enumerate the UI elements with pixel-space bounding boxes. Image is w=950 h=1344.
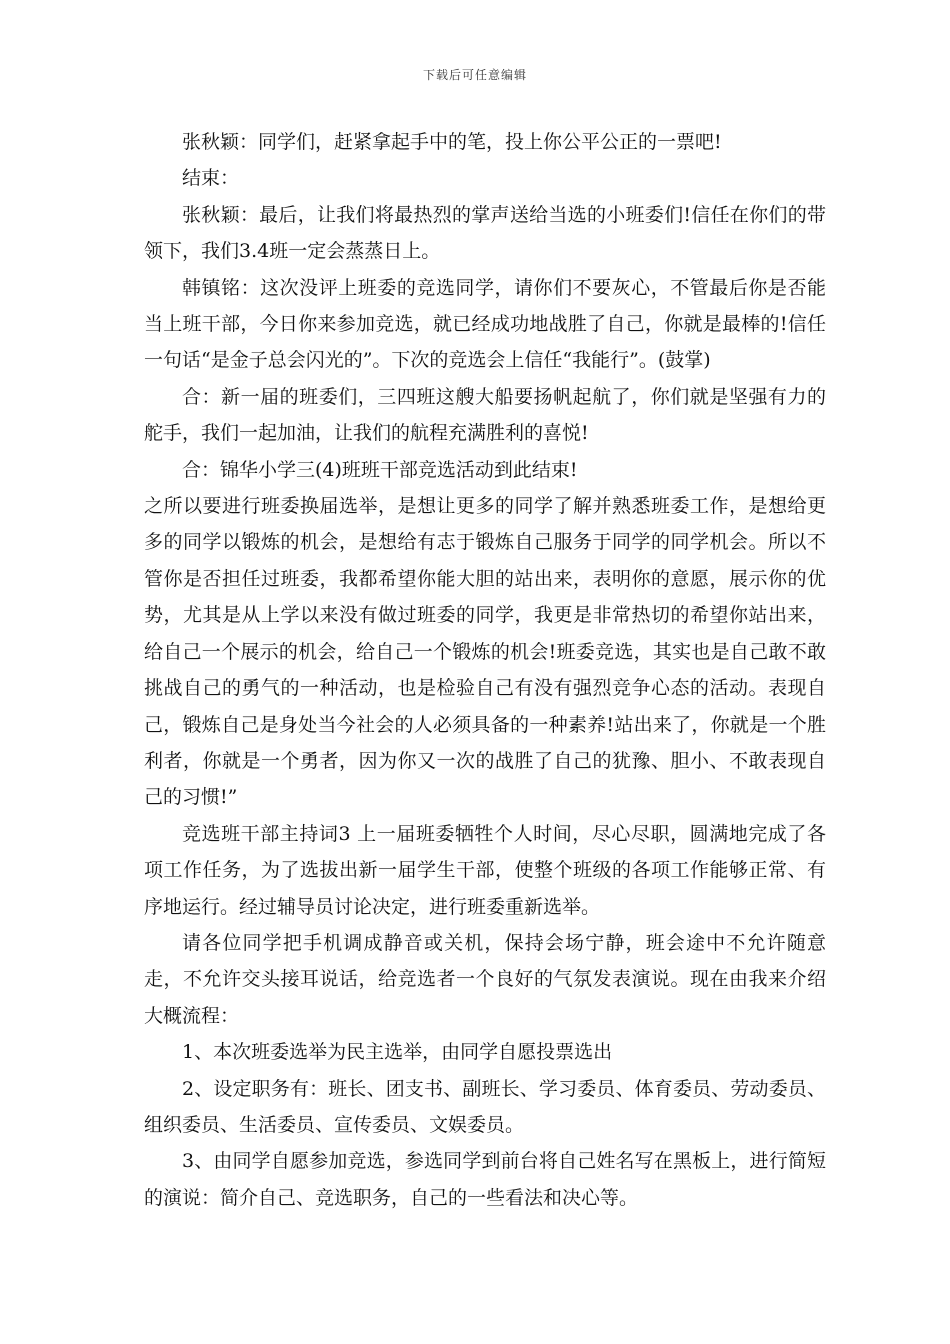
- paragraph-1: 张秋颖：同学们，赶紧拿起手中的笔，投上你公平公正的一票吧!: [182, 131, 722, 153]
- paragraph-10: 1、本次班委选举为民主选举，由同学自愿投票选出: [182, 1041, 613, 1064]
- paragraph-11: 2、设定职务有：班长、团支书、副班长、学习委员、体育委员、劳动委员、组织委员、生活委员、宣传委员、文娱委员。: [144, 1077, 826, 1136]
- paragraph-4: 韩镇铭：这次没评上班委的竞选同学，请你们不要灰心，不管最后你是否能当上班干部，今日你来参加竞选，就已经成功地战胜了自己，你就是最棒的!信任一句话“是金子总会闪光的”。下次的竞选会上信任“我能行”。(鼓掌): [144, 276, 826, 372]
- paragraph-6: 合：锦华小学三(4)班班干部竞选活动到此结束!: [182, 458, 578, 481]
- paragraph-12: 3、由同学自愿参加竞选，参选同学到前台将自己姓名写在黑板上，进行简短的演说：简介自己、竞选职务，自己的一些看法和决心等。: [144, 1150, 826, 1209]
- page-header-note: 下载后可任意编辑: [422, 68, 527, 82]
- paragraph-5: 合：新一届的班委们，三四班这艘大船要扬帆起航了，你们就是坚强有力的舵手，我们一起加油，让我们的航程充满胜利的喜悦!: [144, 385, 826, 445]
- paragraph-3: 张秋颖：最后，让我们将最热烈的掌声送给当选的小班委们!信任在你们的带领下，我们3.4班一定会蒸蒸日上。: [144, 203, 826, 263]
- document-body: [144, 124, 826, 1216]
- paragraph-7: 之所以要进行班委换届选举，是想让更多的同学了解并熟悉班委工作，是想给更多的同学以锻炼的机会，是想给有志于锻炼自己服务于同学的同学机会。所以不管你是否担任过班委，我都希望你能大胆的站出来，表明你的意愿，展示你的优势，尤其是从上学以来没有做过班委的同学，我更是非常热切的希望你站出来，给自己一个展示的机会，给自己一个锻炼的机会!班委竞选，其实也是自己敢不敢挑战自己的勇气的一种活动，也是检验自己有没有强烈竞争心态的活动。表现自己，锻炼自己是身处当今社会的人必须具备的一种素养!站出来了，你就是一个胜利者，你就是一个勇者，因为你又一次的战胜了自己的犹豫、胆小、不敢表现自己的习惯!”: [144, 495, 826, 809]
- paragraph-2: 结束：: [182, 167, 240, 190]
- paragraph-8: 竞选班干部主持词3 上一届班委牺牲个人时间，尽心尽职，圆满地完成了各项工作任务，为了选拔出新一届学生干部，使整个班级的各项工作能够正常、有序地运行。经过辅导员讨论决定，进行班委重新选举。: [144, 822, 826, 918]
- paragraph-9: 请各位同学把手机调成静音或关机，保持会场宁静，班会途中不允许随意走，不允许交头接耳说话，给竞选者一个良好的气氛发表演说。现在由我来介绍大概流程：: [144, 931, 826, 1027]
